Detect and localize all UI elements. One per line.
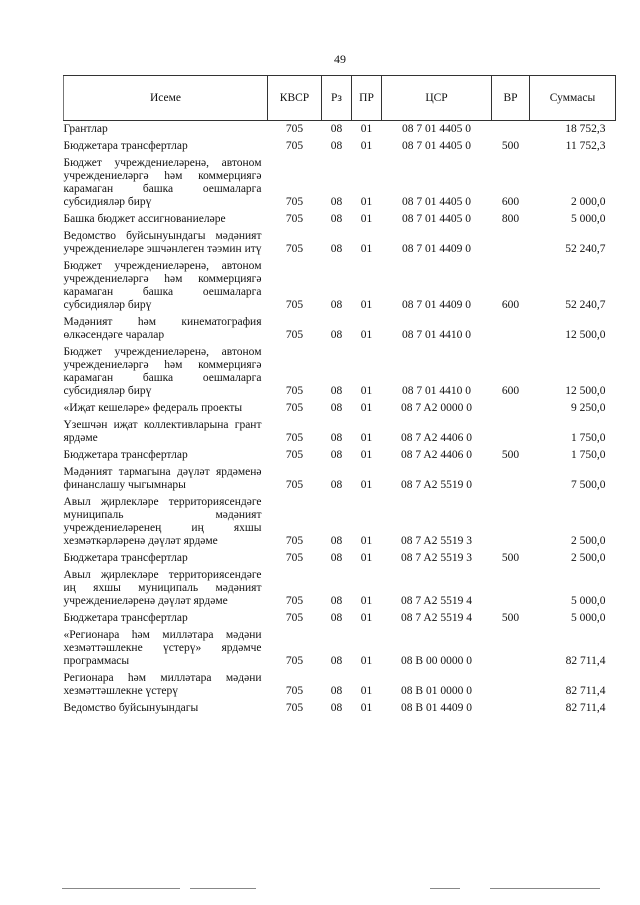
table-row: [64, 344, 616, 400]
cell-name: Авыл җирлекләре территориясендәге иң яхшы муниципаль мәдәният учреждениеләренә дәүләт ярдәме: [63, 569, 262, 607]
cell-pr: 01: [360, 140, 373, 152]
cell-csr: 08 7 A2 4406 0: [401, 449, 472, 461]
cell-rz: 08: [330, 595, 343, 607]
cell-rz: 08: [330, 402, 343, 414]
column-header-csr: ЦСР: [382, 76, 492, 121]
cell-rz: 08: [330, 329, 343, 341]
budget-table: [63, 75, 616, 717]
cell-pr: 01: [360, 655, 373, 667]
cell-rz: 08: [330, 140, 343, 152]
cell-sum: 2 000,0: [571, 196, 606, 208]
cell-kvsr: 705: [285, 140, 304, 152]
table-row: [64, 627, 616, 670]
cell-pr: 01: [360, 552, 373, 564]
footer-rule: [490, 888, 600, 889]
cell-kvsr: 705: [285, 685, 304, 697]
cell-rz: 08: [330, 702, 343, 714]
cell-rz: 08: [330, 552, 343, 564]
cell-rz: 08: [330, 213, 343, 225]
cell-pr: 01: [360, 385, 373, 397]
cell-kvsr: 705: [285, 123, 304, 135]
cell-name: «Иҗат кешеләре» федераль проекты: [63, 402, 243, 414]
table-row: [64, 567, 616, 610]
cell-csr: 08 B 01 4409 0: [401, 702, 472, 714]
cell-name: Авыл җирлекләре территориясендәге муниципаль мәдәният учреждениеләренең иң яхшы хезмәткәрләренә дәүләт ярдәме: [63, 496, 262, 547]
cell-kvsr: 705: [285, 479, 304, 491]
cell-csr: 08 B 01 0000 0: [401, 685, 472, 697]
cell-kvsr: 705: [285, 702, 304, 714]
cell-kvsr: 705: [285, 612, 304, 624]
table-row: [64, 138, 616, 155]
cell-pr: 01: [360, 702, 373, 714]
table-row: [64, 155, 616, 211]
cell-kvsr: 705: [285, 196, 304, 208]
footer-rule: [190, 888, 256, 889]
cell-csr: 08 7 A2 5519 3: [401, 552, 472, 564]
cell-name: Бюджетара трансфертлар: [63, 612, 188, 624]
cell-vr: [492, 567, 530, 610]
cell-sum: 82 711,4: [565, 702, 606, 714]
cell-sum: 9 250,0: [571, 402, 606, 414]
cell-kvsr: 705: [285, 329, 304, 341]
cell-kvsr: 705: [285, 552, 304, 564]
cell-csr: 08 7 01 4410 0: [402, 329, 471, 341]
cell-vr: [492, 494, 530, 550]
table-row: [64, 610, 616, 627]
cell-sum: 2 500,0: [571, 535, 606, 547]
cell-pr: 01: [360, 612, 373, 624]
column-header-vr: ВР: [492, 76, 530, 121]
cell-sum: 82 711,4: [565, 685, 606, 697]
table-row: [64, 494, 616, 550]
cell-sum: 5 000,0: [571, 595, 606, 607]
cell-sum: 1 750,0: [571, 449, 606, 461]
column-header-rz: Рз: [322, 76, 352, 121]
table-row: [64, 400, 616, 417]
footer-rule: [430, 888, 460, 889]
cell-sum: 18 752,3: [565, 123, 606, 135]
cell-name: Ведомство буйсынуындагы: [63, 702, 199, 714]
cell-pr: 01: [360, 213, 373, 225]
cell-vr: 600: [501, 196, 520, 208]
cell-kvsr: 705: [285, 243, 304, 255]
column-header-kvsr: КВСР: [268, 76, 322, 121]
cell-kvsr: 705: [285, 402, 304, 414]
cell-sum: 52 240,7: [565, 299, 606, 311]
cell-csr: 08 7 01 4410 0: [402, 385, 471, 397]
cell-csr: 08 7 01 4405 0: [402, 213, 471, 225]
cell-vr: [492, 121, 530, 139]
cell-name: Бюджетара трансфертлар: [63, 140, 188, 152]
cell-rz: 08: [330, 432, 343, 444]
cell-rz: 08: [330, 655, 343, 667]
cell-csr: 08 7 A2 5519 4: [401, 612, 472, 624]
cell-name: «Регионара һәм милләтара мәдәни хезмәттәшлекне үстерү» ярдәмче программасы: [63, 629, 262, 667]
table-header-row: [64, 76, 616, 121]
cell-pr: 01: [360, 685, 373, 697]
column-header-sum: Суммасы: [530, 76, 616, 121]
table-row: [64, 550, 616, 567]
cell-csr: 08 7 01 4409 0: [402, 243, 471, 255]
table-row: [64, 464, 616, 494]
cell-kvsr: 705: [285, 595, 304, 607]
cell-vr: [492, 464, 530, 494]
cell-sum: 82 711,4: [565, 655, 606, 667]
cell-sum: 1 750,0: [571, 432, 606, 444]
cell-sum: 2 500,0: [571, 552, 606, 564]
cell-csr: 08 7 A2 0000 0: [401, 402, 472, 414]
cell-vr: [492, 314, 530, 344]
table-body: [64, 121, 616, 718]
table-row: [64, 417, 616, 447]
cell-pr: 01: [360, 329, 373, 341]
cell-name: Бюджетара трансфертлар: [63, 552, 188, 564]
cell-sum: 11 752,3: [565, 140, 606, 152]
cell-kvsr: 705: [285, 655, 304, 667]
column-header-name: Исеме: [64, 76, 268, 121]
cell-sum: 12 500,0: [565, 329, 606, 341]
cell-csr: 08 7 A2 5519 4: [401, 595, 472, 607]
footer-rule: [62, 888, 180, 889]
column-header-pr: ПР: [352, 76, 382, 121]
cell-rz: 08: [330, 299, 343, 311]
cell-vr: 600: [501, 299, 520, 311]
cell-pr: 01: [360, 299, 373, 311]
cell-name: Бюджет учреждениеләренә, автоном учреждениеләргә һәм коммерциягә карамаган башка оешмаларга субсидияләр бирү: [63, 346, 262, 397]
cell-rz: 08: [330, 535, 343, 547]
cell-pr: 01: [360, 479, 373, 491]
cell-csr: 08 7 01 4405 0: [402, 196, 471, 208]
cell-kvsr: 705: [285, 213, 304, 225]
table-row: [64, 121, 616, 139]
cell-kvsr: 705: [285, 449, 304, 461]
cell-name: Үзешчән иҗат коллективларына грант ярдәме: [63, 419, 262, 444]
cell-vr: 500: [501, 140, 520, 152]
cell-vr: 600: [501, 385, 520, 397]
cell-pr: 01: [360, 123, 373, 135]
cell-vr: 500: [501, 552, 520, 564]
cell-csr: 08 B 00 0000 0: [401, 655, 472, 667]
cell-kvsr: 705: [285, 385, 304, 397]
cell-pr: 01: [360, 402, 373, 414]
cell-csr: 08 7 01 4405 0: [402, 123, 471, 135]
cell-sum: 5 000,0: [571, 612, 606, 624]
cell-csr: 08 7 A2 5519 0: [401, 479, 472, 491]
cell-name: Мәдәният тармагына дәүләт ярдәменә финанслашу чыгымнары: [63, 466, 262, 491]
cell-name: Бюджет учреждениеләренә, автоном учреждениеләргә һәм коммерциягә карамаган башка оешмаларга субсидияләр бирү: [63, 157, 262, 208]
cell-name: Бюджетара трансфертлар: [63, 449, 188, 461]
table-row: [64, 258, 616, 314]
table-row: [64, 670, 616, 700]
cell-name: Ведомство буйсынуындагы мәдәният учреждениеләре эшчәнлеген тәэмин итү: [63, 230, 262, 255]
cell-pr: 01: [360, 595, 373, 607]
cell-name: Грантлар: [63, 123, 108, 135]
table-row: [64, 211, 616, 228]
cell-name: Башка бюджет ассигнованиеләре: [63, 213, 226, 225]
cell-rz: 08: [330, 685, 343, 697]
cell-pr: 01: [360, 432, 373, 444]
cell-vr: 800: [501, 213, 520, 225]
cell-rz: 08: [330, 123, 343, 135]
cell-kvsr: 705: [285, 432, 304, 444]
cell-vr: [492, 700, 530, 717]
cell-rz: 08: [330, 385, 343, 397]
page-number: 49: [334, 52, 346, 66]
cell-sum: 7 500,0: [571, 479, 606, 491]
cell-sum: 5 000,0: [571, 213, 606, 225]
cell-csr: 08 7 01 4409 0: [402, 299, 471, 311]
cell-name: Мәдәният һәм кинематография өлкәсендәге чаралар: [63, 316, 262, 341]
cell-sum: 52 240,7: [565, 243, 606, 255]
cell-pr: 01: [360, 535, 373, 547]
cell-name: Бюджет учреждениеләренә, автоном учреждениеләргә һәм коммерциягә карамаган башка оешмаларга субсидияләр бирү: [63, 260, 262, 311]
cell-vr: 500: [501, 449, 520, 461]
cell-vr: 500: [501, 612, 520, 624]
cell-rz: 08: [330, 196, 343, 208]
cell-vr: [492, 627, 530, 670]
cell-pr: 01: [360, 243, 373, 255]
table-row: [64, 447, 616, 464]
cell-csr: 08 7 01 4405 0: [402, 140, 471, 152]
table-row: [64, 700, 616, 717]
cell-rz: 08: [330, 479, 343, 491]
cell-vr: [492, 228, 530, 258]
cell-rz: 08: [330, 612, 343, 624]
table-row: [64, 228, 616, 258]
table-row: [64, 314, 616, 344]
cell-sum: 12 500,0: [565, 385, 606, 397]
cell-csr: 08 7 A2 4406 0: [401, 432, 472, 444]
cell-kvsr: 705: [285, 535, 304, 547]
cell-vr: [492, 417, 530, 447]
cell-pr: 01: [360, 449, 373, 461]
cell-rz: 08: [330, 243, 343, 255]
cell-kvsr: 705: [285, 299, 304, 311]
cell-pr: 01: [360, 196, 373, 208]
cell-vr: [492, 400, 530, 417]
cell-csr: 08 7 A2 5519 3: [401, 535, 472, 547]
cell-rz: 08: [330, 449, 343, 461]
cell-name: Регионара һәм милләтара мәдәни хезмәттәшлекне үстерү: [63, 672, 262, 697]
cell-vr: [492, 670, 530, 700]
